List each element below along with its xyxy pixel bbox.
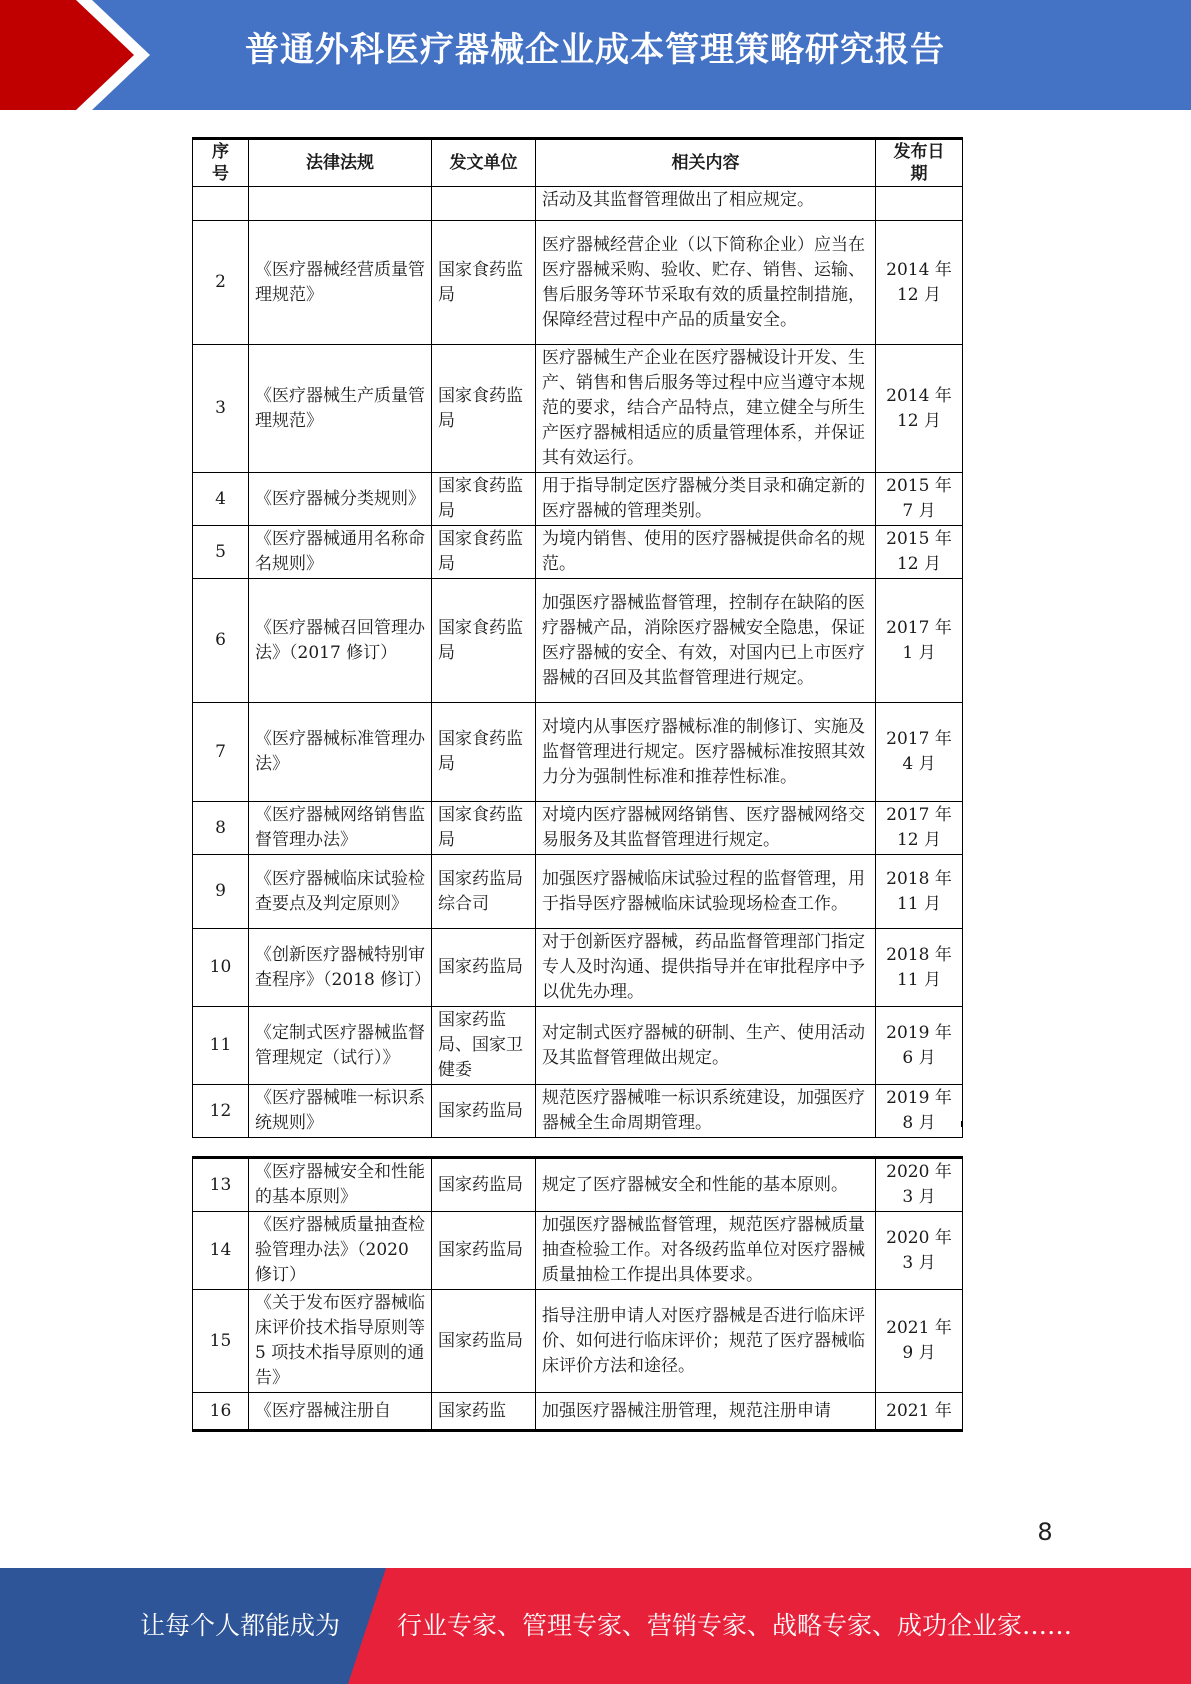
column-header-date: 发布日期 <box>876 139 963 187</box>
table-row <box>193 221 963 345</box>
cell-law: 《创新医疗器械特别审查程序》（2018 修订） <box>249 929 432 1007</box>
cell-date: 2014 年 12 月 <box>876 221 963 345</box>
table-row <box>193 1158 963 1212</box>
cell-no: 15 <box>193 1290 249 1393</box>
cell-content: 加强医疗器械监督管理，规范医疗器械质量抽查检验工作。对各级药监单位对医疗器械质量抽检工作提出具体要求。 <box>536 1212 876 1290</box>
regulations-table <box>192 137 963 1138</box>
cell-law: 《医疗器械标准管理办法》 <box>249 703 432 802</box>
cell-law: 《医疗器械临床试验检查要点及判定原则》 <box>249 855 432 929</box>
regulations-table-continued <box>192 1156 963 1432</box>
cell-content: 医疗器械生产企业在医疗器械设计开发、生产、销售和售后服务等过程中应当遵守本规范的要求，结合产品特点，建立健全与所生产医疗器械相适应的质量管理体系，并保证其有效运行。 <box>536 345 876 473</box>
cell-date: 2017 年 1 月 <box>876 579 963 703</box>
table-page-break <box>192 1121 962 1127</box>
table-header-row <box>193 139 963 187</box>
page-header <box>0 0 1191 110</box>
cell-law: 《医疗器械分类规则》 <box>249 473 432 526</box>
header-arrow-icon <box>0 0 160 110</box>
cell-no: 11 <box>193 1007 249 1085</box>
cell-content: 规范医疗器械唯一标识系统建设，加强医疗器械全生命周期管理。 <box>536 1085 876 1138</box>
column-header-law: 法律法规 <box>249 139 432 187</box>
cell-law <box>249 187 432 221</box>
cell-issuer: 国家药监局 <box>432 1212 536 1290</box>
table-row <box>193 473 963 526</box>
cell-issuer: 国家药监局 <box>432 1085 536 1138</box>
cell-date: 2018 年 11 月 <box>876 855 963 929</box>
cell-law: 《医疗器械经营质量管理规范》 <box>249 221 432 345</box>
cell-date: 2015 年 12 月 <box>876 526 963 579</box>
cell-issuer: 国家食药监局 <box>432 345 536 473</box>
cell-issuer: 国家食药监局 <box>432 221 536 345</box>
footer-slogan-right: 行业专家、管理专家、营销专家、战略专家、成功企业家…… <box>397 1611 1073 1640</box>
table-row <box>193 802 963 855</box>
cell-no: 6 <box>193 579 249 703</box>
column-header-content: 相关内容 <box>536 139 876 187</box>
cell-no: 7 <box>193 703 249 802</box>
cell-content: 对境内医疗器械网络销售、医疗器械网络交易服务及其监督管理进行规定。 <box>536 802 876 855</box>
table-row <box>193 1007 963 1085</box>
cell-issuer <box>432 187 536 221</box>
cell-content: 为境内销售、使用的医疗器械提供命名的规范。 <box>536 526 876 579</box>
cell-issuer: 国家药监局综合司 <box>432 855 536 929</box>
cell-law: 《医疗器械安全和性能的基本原则》 <box>249 1158 432 1212</box>
cell-date: 2021 年 <box>876 1393 963 1431</box>
cell-content: 医疗器械经营企业（以下简称企业）应当在医疗器械采购、验收、贮存、销售、运输、售后服务等环节采取有效的质量控制措施，保障经营过程中产品的质量安全。 <box>536 221 876 345</box>
table-row <box>193 1393 963 1431</box>
cell-no: 10 <box>193 929 249 1007</box>
cell-content: 规定了医疗器械安全和性能的基本原则。 <box>536 1158 876 1212</box>
cell-law: 《医疗器械质量抽查检验管理办法》（2020 修订） <box>249 1212 432 1290</box>
report-title: 普通外科医疗器械企业成本管理策略研究报告 <box>245 30 945 70</box>
cell-date: 2020 年 3 月 <box>876 1212 963 1290</box>
cell-date: 2015 年 7 月 <box>876 473 963 526</box>
cell-no: 13 <box>193 1158 249 1212</box>
cell-date: 2019 年 8 月 <box>876 1085 963 1138</box>
cell-date: 2017 年 12 月 <box>876 802 963 855</box>
cell-date: 2017 年 4 月 <box>876 703 963 802</box>
cell-issuer: 国家药监局 <box>432 1290 536 1393</box>
cell-content: 活动及其监督管理做出了相应规定。 <box>536 187 876 221</box>
cell-date: 2018 年 11 月 <box>876 929 963 1007</box>
cell-no: 5 <box>193 526 249 579</box>
cell-issuer: 国家药监局 <box>432 1158 536 1212</box>
table-row <box>193 929 963 1007</box>
table-row <box>193 703 963 802</box>
cell-law: 《医疗器械注册自 <box>249 1393 432 1431</box>
table-row <box>193 579 963 703</box>
cell-date: 2021 年 9 月 <box>876 1290 963 1393</box>
cell-law: 《医疗器械唯一标识系统规则》 <box>249 1085 432 1138</box>
cell-no: 2 <box>193 221 249 345</box>
cell-issuer: 国家食药监局 <box>432 579 536 703</box>
table-row-continued <box>193 187 963 221</box>
cell-date: 2020 年 3 月 <box>876 1158 963 1212</box>
cell-no: 12 <box>193 1085 249 1138</box>
cell-issuer: 国家食药监局 <box>432 703 536 802</box>
column-header-issuer: 发文单位 <box>432 139 536 187</box>
cell-no: 3 <box>193 345 249 473</box>
cell-issuer: 国家食药监局 <box>432 526 536 579</box>
column-header-no: 序号 <box>193 139 249 187</box>
cell-law: 《定制式医疗器械监督管理规定（试行）》 <box>249 1007 432 1085</box>
cell-law: 《医疗器械召回管理办法》（2017 修订） <box>249 579 432 703</box>
cell-content: 加强医疗器械监督管理，控制存在缺陷的医疗器械产品，消除医疗器械安全隐患，保证医疗器械的安全、有效，对国内已上市医疗器械的召回及其监督管理进行规定。 <box>536 579 876 703</box>
footer-slogan-left: 让每个人都能成为 <box>140 1611 341 1640</box>
table-row <box>193 526 963 579</box>
cell-issuer: 国家药监 <box>432 1393 536 1431</box>
cell-content: 加强医疗器械临床试验过程的监督管理，用于指导医疗器械临床试验现场检查工作。 <box>536 855 876 929</box>
cell-content: 加强医疗器械注册管理，规范注册申请 <box>536 1393 876 1431</box>
table-row <box>193 1085 963 1138</box>
table-row <box>193 345 963 473</box>
page-number: 8 <box>1037 1518 1053 1546</box>
cell-issuer: 国家药监局 <box>432 929 536 1007</box>
cell-no: 16 <box>193 1393 249 1431</box>
cell-no: 9 <box>193 855 249 929</box>
cell-issuer: 国家食药监局 <box>432 802 536 855</box>
cell-content: 指导注册申请人对医疗器械是否进行临床评价、如何进行临床评价；规范了医疗器械临床评价方法和途径。 <box>536 1290 876 1393</box>
cell-content: 对于创新医疗器械，药品监督管理部门指定专人及时沟通、提供指导并在审批程序中予以优先办理。 <box>536 929 876 1007</box>
cell-law: 《医疗器械网络销售监督管理办法》 <box>249 802 432 855</box>
cell-content: 用于指导制定医疗器械分类目录和确定新的医疗器械的管理类别。 <box>536 473 876 526</box>
cell-law: 《医疗器械生产质量管理规范》 <box>249 345 432 473</box>
cell-date: 2014 年 12 月 <box>876 345 963 473</box>
page-footer <box>0 1568 1191 1684</box>
cell-no <box>193 187 249 221</box>
cell-no: 14 <box>193 1212 249 1290</box>
cell-date <box>876 187 963 221</box>
cell-no: 4 <box>193 473 249 526</box>
table-row <box>193 1212 963 1290</box>
table-row <box>193 855 963 929</box>
table-row <box>193 1290 963 1393</box>
cell-law: 《医疗器械通用名称命名规则》 <box>249 526 432 579</box>
cell-date: 2019 年 6 月 <box>876 1007 963 1085</box>
cell-no: 8 <box>193 802 249 855</box>
cell-content: 对境内从事医疗器械标准的制修订、实施及监督管理进行规定。医疗器械标准按照其效力分为强制性标准和推荐性标准。 <box>536 703 876 802</box>
cell-issuer: 国家药监局、国家卫健委 <box>432 1007 536 1085</box>
cell-law: 《关于发布医疗器械临床评价技术指导原则等 5 项技术指导原则的通告》 <box>249 1290 432 1393</box>
cell-content: 对定制式医疗器械的研制、生产、使用活动及其监督管理做出规定。 <box>536 1007 876 1085</box>
cell-issuer: 国家食药监局 <box>432 473 536 526</box>
